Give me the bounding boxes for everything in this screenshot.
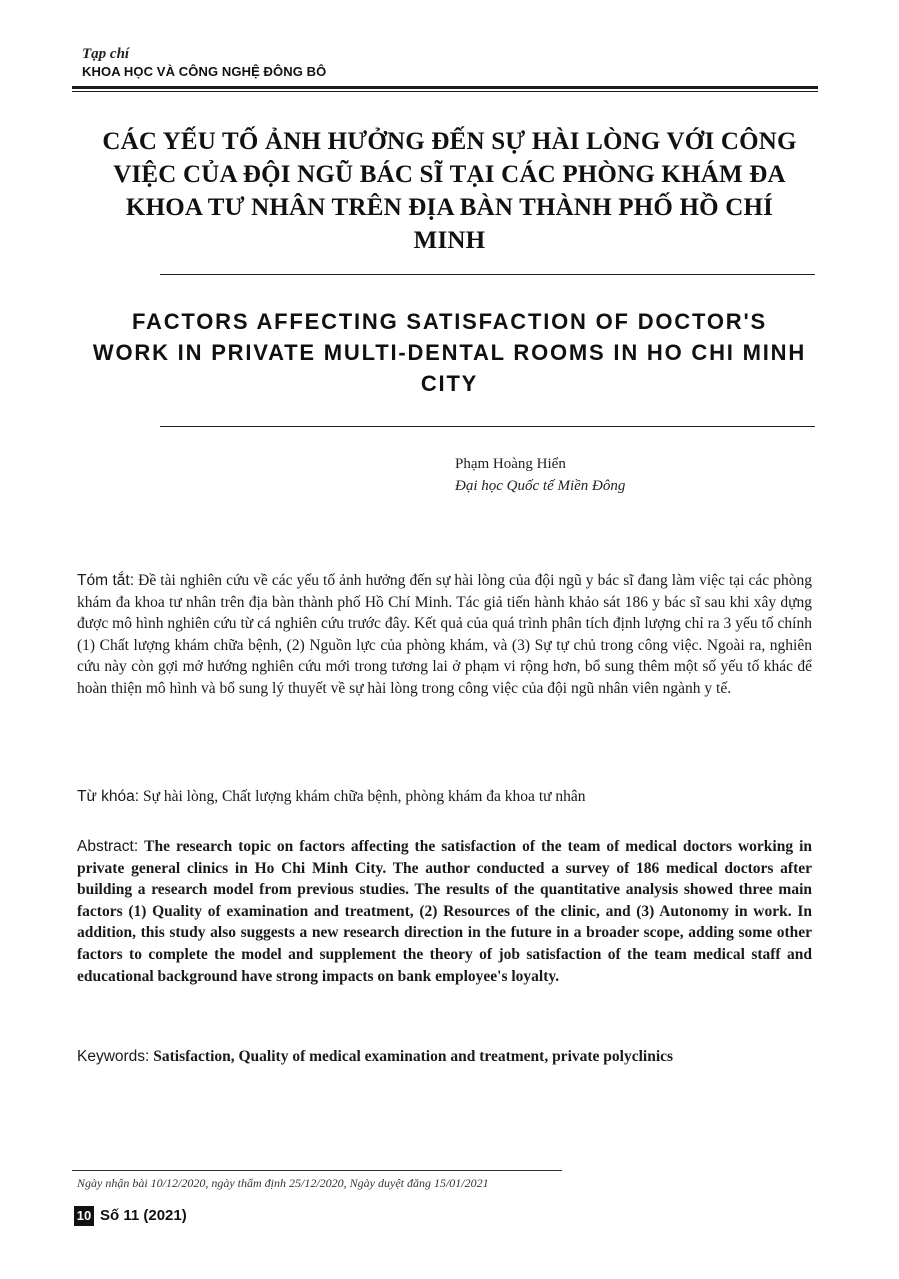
issue-number: Số 11 (2021) xyxy=(100,1207,187,1224)
keywords-vietnamese-label: Từ khóa: xyxy=(77,788,140,805)
keywords-vietnamese xyxy=(77,786,812,808)
author-affiliation: Đại học Quốc tế Miền Đông xyxy=(455,478,626,494)
article-title-english: FACTORS AFFECTING SATISFACTION OF DOCTOR'S WORK IN PRIVATE MULTI-DENTAL ROOMS IN HO CHI MINH CITY xyxy=(92,309,807,396)
abstract-vietnamese-label: Tóm tắt: xyxy=(77,572,135,589)
keywords-english xyxy=(77,1046,812,1068)
keywords-english-text: Satisfaction, Quality of medical examination and treatment, private polyclinics xyxy=(153,1048,674,1065)
author-name: Phạm Hoàng Hiển xyxy=(455,456,566,472)
title-divider-2 xyxy=(160,426,815,427)
abstract-vietnamese-text: Đề tài nghiên cứu về các yếu tố ảnh hưởng đến sự hài lòng của đội ngũ y bác sĩ đang làm việc tại các phòng khám đa khoa tư nhân trên địa bàn thành phố Hồ Chí Minh. Tác giả tiến hành khảo sát 186 y bác sĩ sau khi xây dựng được mô hình nghiên cứu từ cá nghiên cứu trước đây. Kết quả của quá trình phân tích định lượng chỉ ra 3 yếu tố chính (1) Chất lượng khám chữa bệnh, (2) Nguồn lực của phòng khám, và (3) Sự tự chủ trong công việc. Ngoài ra, nghiên cứu này còn gợi mở hướng nghiên cứu mới trong tương lai ở phạm vi rộng hơn, bổ sung thêm một số yếu tố khác để hoàn thiện mô hình và bổ sung lý thuyết về sự hài lòng trong công việc của đội ngũ nhân viên ngành y tế. xyxy=(77,572,812,697)
abstract-english-label: Abstract: xyxy=(77,838,139,855)
header-rule-thin xyxy=(72,91,818,92)
header-rule-thick xyxy=(72,86,818,89)
page-number-badge: 10 xyxy=(74,1206,94,1226)
abstract-vietnamese xyxy=(77,570,812,700)
abstract-english xyxy=(77,836,812,987)
journal-name: KHOA HỌC VÀ CÔNG NGHỆ ĐÔNG BÔ xyxy=(82,64,327,79)
footer-rule xyxy=(72,1170,562,1171)
title-divider-1 xyxy=(160,274,815,275)
keywords-vietnamese-text: Sự hài lòng, Chất lượng khám chữa bệnh, phòng khám đa khoa tư nhân xyxy=(142,788,586,805)
abstract-english-text: The research topic on factors affecting the satisfaction of the team of medical doctors working in private general clinics in Ho Chi Minh City. The author conducted a survey of 186 medical doctors after building a research model from previous studies. The results of the quantitative analysis showed three main factors (1) Quality of examination and treatment, (2) Resources of the clinic, and (3) Autonomy in work. In addition, this study also suggests a new research direction in the future in a broader scope, adding some other factors to complete the model and supplement the theory of job satisfaction of the team medical staff and educational background have strong impacts on bank employee's loyalty. xyxy=(77,838,812,985)
keywords-english-label: Keywords: xyxy=(77,1048,150,1065)
received-dates: Ngày nhận bài 10/12/2020, ngày thẩm định 25/12/2020, Ngày duyệt đăng 15/01/2021 xyxy=(77,1176,489,1190)
journal-script-label: Tạp chí xyxy=(82,46,130,62)
article-title-vietnamese: CÁC YẾU TỐ ẢNH HƯỞNG ĐẾN SỰ HÀI LÒNG VỚI CÔNG VIỆC CỦA ĐỘI NGŨ BÁC SĨ TẠI CÁC PHÒNG KHÁM ĐA KHOA TƯ NHÂN TRÊN ĐỊA BÀN THÀNH PHỐ HỒ CHÍ MINH xyxy=(102,128,797,254)
